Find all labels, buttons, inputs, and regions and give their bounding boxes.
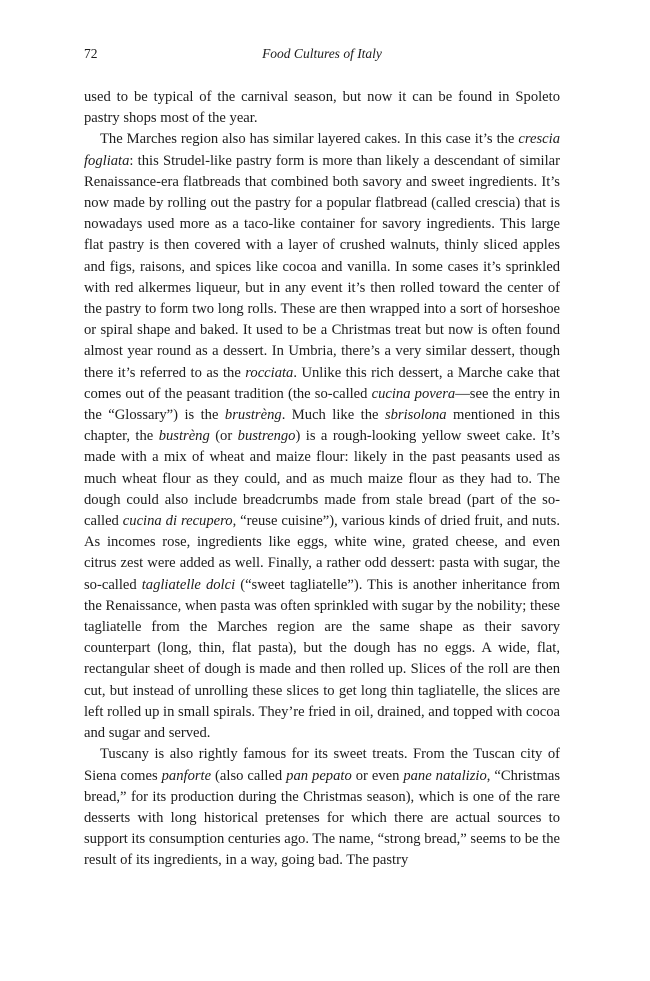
italic-term: rocciata (245, 364, 294, 381)
text-run: , “Christmas bread,” for its production during the Christmas season), which is one of the rare desserts with long historical pretenses for which there are actual sources to support its consumption centuries ago. The name, “strong bread,” seems to be the result of its ingredients, in a way, going bad. The pastry (84, 767, 561, 869)
italic-term: bustrengo (237, 428, 296, 445)
italic-term: crescia fogliata (84, 131, 560, 169)
italic-term: tagliatelle dolci (141, 576, 236, 593)
text-run: ) is a rough-looking yellow sweet cake. It’s made with a mix of wheat and maize flour: likely in the past peasants used as much wheat flour as they could, and as much maize flour as they had to. The dough could also include breadcrumbs made from stale bread (part of the so-called (84, 428, 560, 530)
text-run: The Marches region also has similar layered cakes. In this case it’s the (100, 131, 519, 148)
italic-term: panforte (161, 767, 212, 784)
text-run: (“sweet tagliatelle”). This is another inheritance from the Renaissance, when pasta was often sprinkled with sugar by the nobility; these tagliatelle from the Marches region are the same shape as their savory counterpart (long, thin, flat pasta), but the dough has no eggs. A wide, flat, rectangular sheet of dough is made and then rolled up. Slices of the roll are then cut, but instead of unrolling these slices to get long thin tagliatelle, the slices are left rolled up in small spirals. They’re fried in oil, drained, and topped with cocoa and sugar and served. (84, 576, 560, 742)
italic-term: bustrèng (158, 428, 210, 445)
text-run: . Much like the (281, 407, 385, 424)
text-run: . Unlike this rich dessert, a Marche cake that comes out of the peasant tradition (the so-called (84, 364, 560, 402)
text-run: (or (209, 428, 238, 445)
italic-term: pan pepato (286, 767, 352, 784)
page-header (84, 46, 560, 66)
paragraph (84, 87, 560, 129)
page-number: 72 (84, 46, 98, 61)
paragraph (84, 744, 560, 871)
italic-term: cucina povera (371, 385, 456, 402)
text-run: : this Strudel-like pastry form is more than likely a descendant of similar Renaissance-era flatbreads that combined both savory and sweet ingredients. It’s now made by rolling out the pastry for a popular flatbread (called crescia) that is nowadays used more as a taco-like container for savory ingredients. This large flat pastry is then covered with a layer of crushed walnuts, thinly sliced apples and figs, raisons, and spices like cocoa and vanilla. In some cases it’s sprinkled with red alkermes liqueur, but in any event it’s then rolled toward the center of the pastry to form two long rolls. These are then wrapped into a sort of horseshoe or spiral shape and baked. It used to be a Christmas treat but now is often found almost year round as a dessert. In Umbria, there’s a very similar dessert, though there it’s referred to as the (84, 152, 560, 381)
italic-term: pane natalizio (403, 767, 487, 784)
text-run: used to be typical of the carnival season, but now it can be found in Spoleto pastry shops most of the year. (84, 89, 560, 127)
italic-term: sbrisolona (384, 407, 447, 424)
text-run: mentioned in this chapter, the (84, 407, 560, 445)
italic-term: brustrèng (224, 407, 282, 424)
text-run: , “reuse cuisine”), various kinds of dried fruit, and nuts. As incomes rose, ingredients like eggs, white wine, grated cheese, and even citrus zest were added as well. Finally, a rather odd dessert: pasta with sugar, the so-called (84, 513, 560, 593)
italic-term: cucina di recupero (122, 513, 233, 530)
text-run: (also called (211, 767, 287, 784)
paragraph (84, 129, 560, 744)
body-text (84, 87, 560, 872)
text-run: —see the entry in the “Glossary”) is the (84, 385, 560, 424)
running-title: Food Cultures of Italy (262, 46, 382, 61)
text-run: or even (351, 767, 404, 784)
text-run: Tuscany is also rightly famous for its sweet treats. From the Tuscan city of Siena comes (84, 746, 560, 784)
